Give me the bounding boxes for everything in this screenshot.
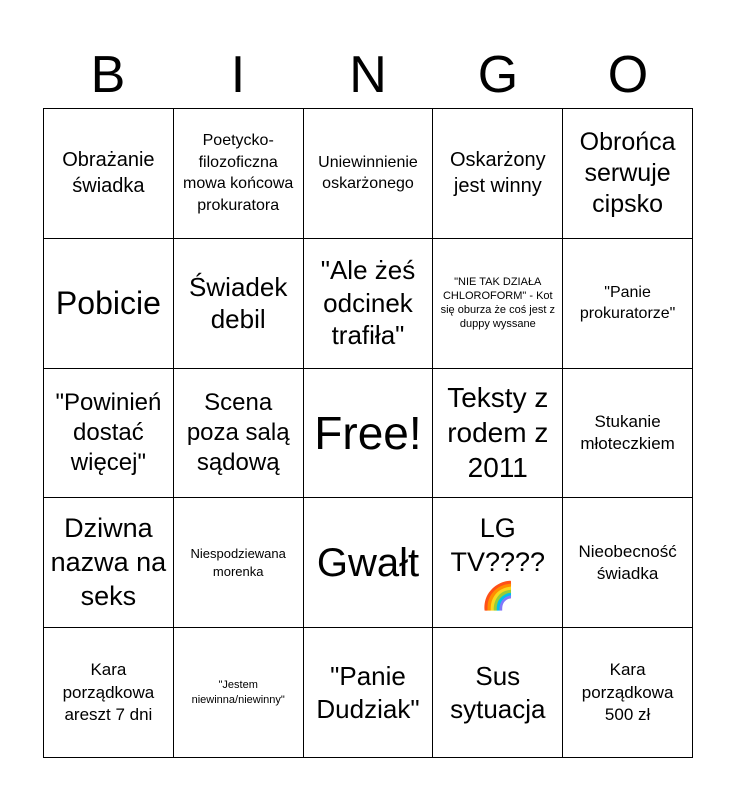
bingo-cell-text: LG TV???? 🌈 bbox=[450, 513, 546, 611]
header-letter-i: I bbox=[230, 46, 246, 104]
bingo-cell-text: "Ale żeś odcinek trafiła" bbox=[320, 255, 416, 351]
bingo-cell-text: "Panie Dudziak" bbox=[316, 661, 420, 724]
bingo-cell-text: Oskarżony jest winny bbox=[449, 149, 546, 198]
bingo-cell[interactable] bbox=[563, 109, 693, 239]
bingo-header bbox=[43, 42, 693, 108]
bingo-cell-text: Kara porządkowa areszt 7 dni bbox=[62, 660, 155, 724]
bingo-cell[interactable] bbox=[433, 628, 563, 758]
bingo-cell-text: "NIE TAK DZIAŁA CHLOROFORM" - Kot się oburza że coś jest z duppy wyssane bbox=[440, 275, 555, 331]
bingo-cell[interactable] bbox=[563, 498, 693, 628]
header-letter-o: O bbox=[607, 46, 649, 104]
bingo-cell-text: Uniewinnienie oskarżonego bbox=[318, 153, 418, 193]
bingo-board bbox=[43, 108, 693, 758]
bingo-cell[interactable] bbox=[44, 369, 174, 499]
bingo-cell[interactable] bbox=[433, 109, 563, 239]
bingo-cell-text: Niespodziewana morenka bbox=[190, 546, 286, 579]
bingo-cell-text: Obrońca serwuje cipsko bbox=[579, 127, 676, 219]
bingo-cell-text: Gwałt bbox=[316, 540, 420, 585]
bingo-cell-text: Pobicie bbox=[55, 285, 161, 321]
bingo-cell[interactable] bbox=[304, 628, 434, 758]
bingo-cell-text: Kara porządkowa 500 zł bbox=[581, 660, 674, 724]
bingo-cell[interactable] bbox=[174, 109, 304, 239]
bingo-cell-text: Poetycko- filozoficzna mowa końcowa prokuratora bbox=[183, 132, 294, 214]
bingo-cell[interactable] bbox=[44, 239, 174, 369]
header-letter-n: N bbox=[349, 46, 387, 104]
bingo-cell[interactable] bbox=[174, 498, 304, 628]
bingo-cell[interactable] bbox=[174, 369, 304, 499]
bingo-cell[interactable] bbox=[433, 369, 563, 499]
bingo-cell-text: Dziwna nazwa na seks bbox=[50, 513, 167, 611]
bingo-cell[interactable] bbox=[44, 498, 174, 628]
bingo-cell-text: Stukanie młoteczkiem bbox=[580, 411, 675, 453]
bingo-cell[interactable] bbox=[174, 628, 304, 758]
bingo-cell-text: Free! bbox=[314, 406, 422, 459]
bingo-cell[interactable] bbox=[174, 239, 304, 369]
bingo-cell[interactable] bbox=[44, 109, 174, 239]
header-letter-g: G bbox=[477, 46, 519, 104]
bingo-cell[interactable] bbox=[304, 498, 434, 628]
bingo-cell-text: Obrażanie świadka bbox=[62, 149, 155, 198]
bingo-cell-text: Scena poza salą sądową bbox=[186, 388, 290, 476]
bingo-cell[interactable] bbox=[304, 109, 434, 239]
bingo-cell-text: "Powinień dostać więcej" bbox=[55, 388, 162, 476]
bingo-cell-text: "Panie prokuratorze" bbox=[579, 283, 676, 323]
bingo-cell[interactable] bbox=[563, 239, 693, 369]
bingo-cell[interactable] bbox=[563, 628, 693, 758]
header-letter-b: B bbox=[90, 46, 126, 104]
bingo-cell-text: Świadek debil bbox=[189, 271, 288, 335]
bingo-cell[interactable] bbox=[44, 628, 174, 758]
bingo-cell[interactable] bbox=[563, 369, 693, 499]
bingo-cell-text: Nieobecność świadka bbox=[578, 541, 677, 583]
bingo-cell-text: "Jestem niewinna/niewinny" bbox=[191, 679, 285, 706]
bingo-cell[interactable] bbox=[304, 239, 434, 369]
bingo-cell[interactable] bbox=[433, 239, 563, 369]
bingo-cell-text: Teksty z rodem z 2011 bbox=[447, 382, 549, 484]
bingo-cell[interactable] bbox=[433, 498, 563, 628]
bingo-cell-free[interactable] bbox=[304, 369, 434, 499]
bingo-cell-text: Sus sytuacja bbox=[450, 661, 546, 724]
